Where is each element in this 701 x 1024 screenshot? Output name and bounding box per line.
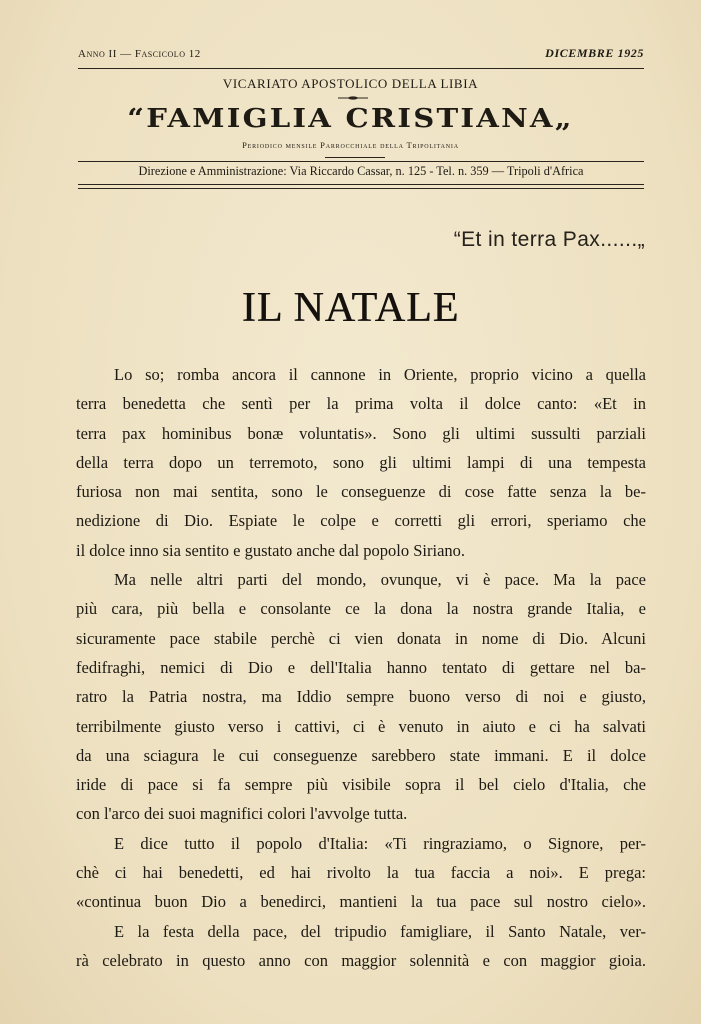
issue-date: DICEMBRE 1925	[545, 46, 644, 60]
text-line: terra benedetta che sentì per la prima volta il dolce canto: «Et in	[76, 394, 646, 414]
issue-line	[78, 46, 644, 61]
small-divider	[325, 157, 385, 158]
text-line: sicuramente pace stabile perchè ci vien donata in nome di Dio. Alcuni	[76, 628, 646, 648]
article-motto: “Et in terra Pax......„	[453, 228, 645, 251]
address-line: Direzione e Amministrazione: Via Riccardo Cassar, n. 125 - Tel. n. 359 — Tripoli d'Africa	[138, 164, 584, 178]
text-line: con l'arco dei suoi magnifici colori l'avvolge tutta.	[76, 804, 408, 824]
text-line: da una sciagura le cui conseguenze sarebbero state immani. E il dolce	[76, 745, 646, 765]
issue-number: Anno II — Fascicolo 12	[78, 48, 201, 60]
address-top-rule	[78, 161, 644, 162]
article-body	[76, 360, 646, 975]
text-line: E la festa della pace, del tripudio famigliare, il Santo Natale, ver-	[114, 921, 646, 941]
text-line: terra pax hominibus bonæ voluntatis». Sono gli ultimi sussulti parziali	[76, 423, 646, 443]
text-line: il dolce inno sia sentito e gustato anche dal popolo Siriano.	[76, 540, 466, 560]
text-line: «continua buon Dio a benedirci, mantieni la tua pace sul nostro cielo».	[76, 892, 646, 912]
text-line: iride di pace si fa sempre più visibile sopra il bel cielo d'Italia, che	[76, 775, 646, 795]
text-line: Lo so; romba ancora il cannone in Oriente, proprio vicino a quella	[114, 365, 646, 384]
address-bottom-rule-1	[78, 184, 644, 185]
text-line: fedifraghi, nemici di Dio e dell'Italia hanno tentato di gettare nel ba-	[76, 657, 646, 677]
text-line: chè ci hai benedetti, ed hai rivolto la tua faccia a noi». E prega:	[76, 863, 646, 883]
article-title: IL NATALE	[241, 285, 460, 331]
text-line: terribilmente giusto verso i cattivi, ci è venuto in aiuto e ci ha salvati	[76, 716, 646, 736]
text-line: Ma nelle altri parti del mondo, ovunque, vi è pace. Ma la pace	[114, 570, 646, 590]
text-line: nedizione di Dio. Espiate le colpe e corretti gli errori, speriamo che	[76, 511, 646, 531]
ornament-icon	[338, 96, 368, 100]
text-line: più cara, più bella e consolante ce la dona la nostra grande Italia, e	[76, 599, 646, 619]
text-line: ratro la Patria nostra, ma Iddio sempre buono verso di noi e giusto,	[76, 687, 646, 707]
vicariato-line: VICARIATO APOSTOLICO DELLA LIBIA	[222, 76, 479, 91]
text-line: rà celebrato in questo anno con maggior solennità e con maggior gioia.	[76, 950, 646, 970]
text-line: furiosa non mai sentita, sono le conseguenze di cose fatte senza la be-	[76, 482, 646, 502]
text-line: E dice tutto il popolo d'Italia: «Ti ringraziamo, o Signore, per-	[114, 833, 646, 853]
masthead-title: “FAMIGLIA CRISTIANA„	[127, 104, 574, 134]
periodico-subtitle: Periodico mensile Parrocchiale della Tripolitania	[242, 140, 459, 150]
text-line: della terra dopo un terremoto, sono gli ultimi lampi di una tempesta	[76, 452, 646, 472]
top-rule	[78, 68, 644, 69]
address-bottom-rule-2	[78, 188, 644, 189]
